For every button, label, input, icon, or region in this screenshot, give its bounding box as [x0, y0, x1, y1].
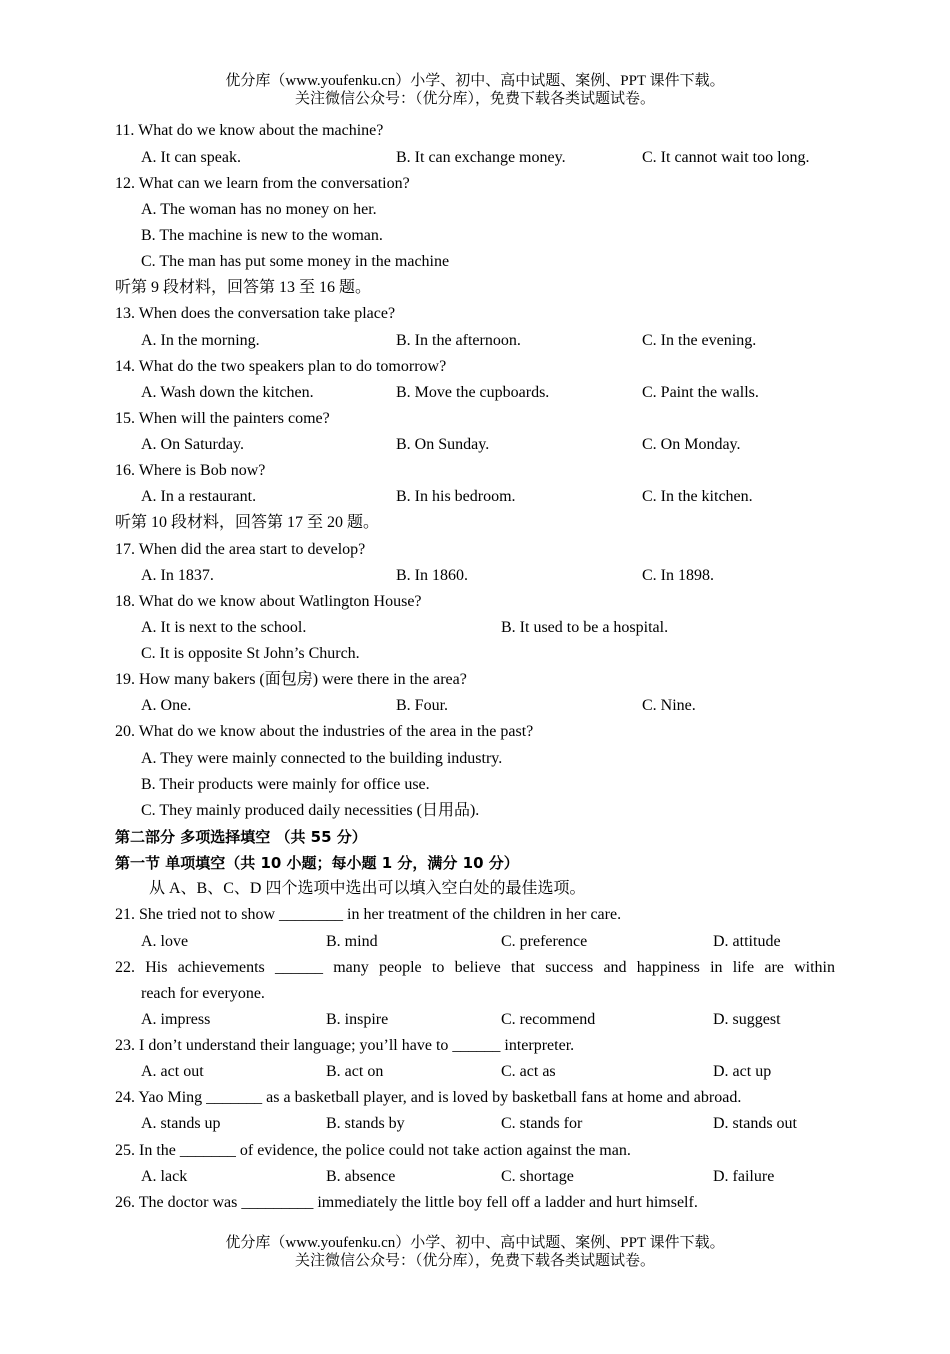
question-23-option-a: A. act out: [141, 1063, 204, 1080]
question-16-option-c: C. In the kitchen.: [642, 488, 753, 505]
question-23-option-c: C. act as: [501, 1063, 556, 1080]
question-16-option-b: B. In his bedroom.: [396, 488, 516, 505]
question-14-option-b: B. Move the cupboards.: [396, 384, 550, 401]
page-header-line1: 优分库（www.youfenku.cn）小学、初中、高中试题、案例、PPT 课件下载。: [225, 73, 725, 89]
question-21-option-a: A. love: [141, 933, 189, 950]
question-18-stem: 18. What do we know about Watlington House?: [115, 593, 422, 610]
question-12-option-b: B. The machine is new to the woman.: [141, 227, 383, 244]
question-24-option-c: C. stands for: [501, 1115, 583, 1132]
question-13-option-a: A. In the morning.: [141, 332, 260, 349]
question-16-stem: 16. Where is Bob now?: [115, 462, 266, 479]
question-23-stem: 23. I don’t understand their language; you’ll have to ______ interpreter.: [115, 1037, 575, 1054]
question-20-option-c: C. They mainly produced daily necessities (日用品).: [141, 802, 480, 819]
page-footer-line2: 关注微信公众号：（优分库），免费下载各类试题试卷。: [294, 1253, 655, 1269]
section-1-instruction: 从 A、B、C、D 四个选项中选出可以填入空白处的最佳选项。: [149, 880, 586, 897]
question-14-option-a: A. Wash down the kitchen.: [141, 384, 314, 401]
question-15-option-a: A. On Saturday.: [141, 436, 244, 453]
question-12-option-c: C. The man has put some money in the machine: [141, 253, 450, 270]
question-22-option-a: A. impress: [141, 1011, 211, 1028]
question-21-option-c: C. preference: [501, 933, 588, 950]
question-19-option-b: B. Four.: [396, 697, 449, 714]
question-19-option-a: A. One.: [141, 697, 192, 714]
question-17-option-c: C. In 1898.: [642, 567, 714, 584]
question-17-option-a: A. In 1837.: [141, 567, 214, 584]
question-23-option-d: D. act up: [713, 1063, 772, 1080]
question-18-option-a: A. It is next to the school.: [141, 619, 307, 636]
section-9-instruction: 听第 9 段材料，回答第 13 至 16 题。: [115, 279, 372, 296]
page-header-line2: 关注微信公众号：（优分库），免费下载各类试题试卷。: [294, 91, 655, 107]
question-24-option-a: A. stands up: [141, 1115, 221, 1132]
question-15-option-b: B. On Sunday.: [396, 436, 490, 453]
question-25-stem: 25. In the _______ of evidence, the police could not take action against the man.: [115, 1142, 631, 1159]
question-24-option-d: D. stands out: [713, 1115, 797, 1132]
question-26-stem: 26. The doctor was _________ immediately the little boy fell off a ladder and hurt himself.: [115, 1194, 698, 1211]
question-19-stem: 19. How many bakers (面包房) were there in the area?: [115, 671, 467, 688]
question-21-option-b: B. mind: [326, 933, 378, 950]
question-18-option-c: C. It is opposite St John’s Church.: [141, 645, 360, 662]
question-20-option-b: B. Their products were mainly for office use.: [141, 776, 430, 793]
section-1-title: 第一节 单项填空（共 10 小题；每小题 1 分，满分 10 分）: [115, 854, 519, 872]
question-24-stem: 24. Yao Ming _______ as a basketball player, and is loved by basketball fans at home and abroad.: [115, 1089, 742, 1106]
question-15-option-c: C. On Monday.: [642, 436, 741, 453]
question-12-stem: 12. What can we learn from the conversation?: [115, 175, 410, 192]
part-2-title: 第二部分 多项选择填空 （共 55 分）: [115, 828, 367, 846]
question-12-option-a: A. The woman has no money on her.: [141, 201, 377, 218]
question-25-option-d: D. failure: [713, 1168, 775, 1185]
section-10-instruction: 听第 10 段材料，回答第 17 至 20 题。: [115, 514, 380, 531]
question-17-stem: 17. When did the area start to develop?: [115, 541, 366, 558]
question-19-option-c: C. Nine.: [642, 697, 696, 714]
question-13-option-b: B. In the afternoon.: [396, 332, 521, 349]
question-11-stem: 11. What do we know about the machine?: [115, 122, 384, 139]
question-11-option-c: C. It cannot wait too long.: [642, 149, 810, 166]
question-20-option-a: A. They were mainly connected to the building industry.: [141, 750, 503, 767]
question-22-option-d: D. suggest: [713, 1011, 781, 1028]
question-15-stem: 15. When will the painters come?: [115, 410, 330, 427]
page-footer-line1: 优分库（www.youfenku.cn）小学、初中、高中试题、案例、PPT 课件下载。: [225, 1235, 725, 1251]
question-25-option-a: A. lack: [141, 1168, 188, 1185]
question-24-option-b: B. stands by: [326, 1115, 405, 1132]
question-21-option-d: D. attitude: [713, 933, 781, 950]
question-17-option-b: B. In 1860.: [396, 567, 468, 584]
question-18-option-b: B. It used to be a hospital.: [501, 619, 669, 636]
question-22-option-c: C. recommend: [501, 1011, 596, 1028]
question-22-stem-line2: reach for everyone.: [141, 985, 265, 1002]
question-21-stem: 21. She tried not to show ________ in her treatment of the children in her care.: [115, 906, 622, 923]
question-22-option-b: B. inspire: [326, 1011, 389, 1028]
question-20-stem: 20. What do we know about the industries of the area in the past?: [115, 723, 534, 740]
question-13-stem: 13. When does the conversation take place?: [115, 305, 396, 322]
question-25-option-b: B. absence: [326, 1168, 396, 1185]
question-23-option-b: B. act on: [326, 1063, 384, 1080]
question-14-option-c: C. Paint the walls.: [642, 384, 759, 401]
question-22-stem-line1: 22. His achievements ______ many people to believe that success and happiness in life are within: [115, 959, 835, 976]
question-13-option-c: C. In the evening.: [642, 332, 757, 349]
question-14-stem: 14. What do the two speakers plan to do tomorrow?: [115, 358, 447, 375]
question-11-option-a: A. It can speak.: [141, 149, 241, 166]
question-16-option-a: A. In a restaurant.: [141, 488, 257, 505]
question-25-option-c: C. shortage: [501, 1168, 574, 1185]
question-11-option-b: B. It can exchange money.: [396, 149, 566, 166]
